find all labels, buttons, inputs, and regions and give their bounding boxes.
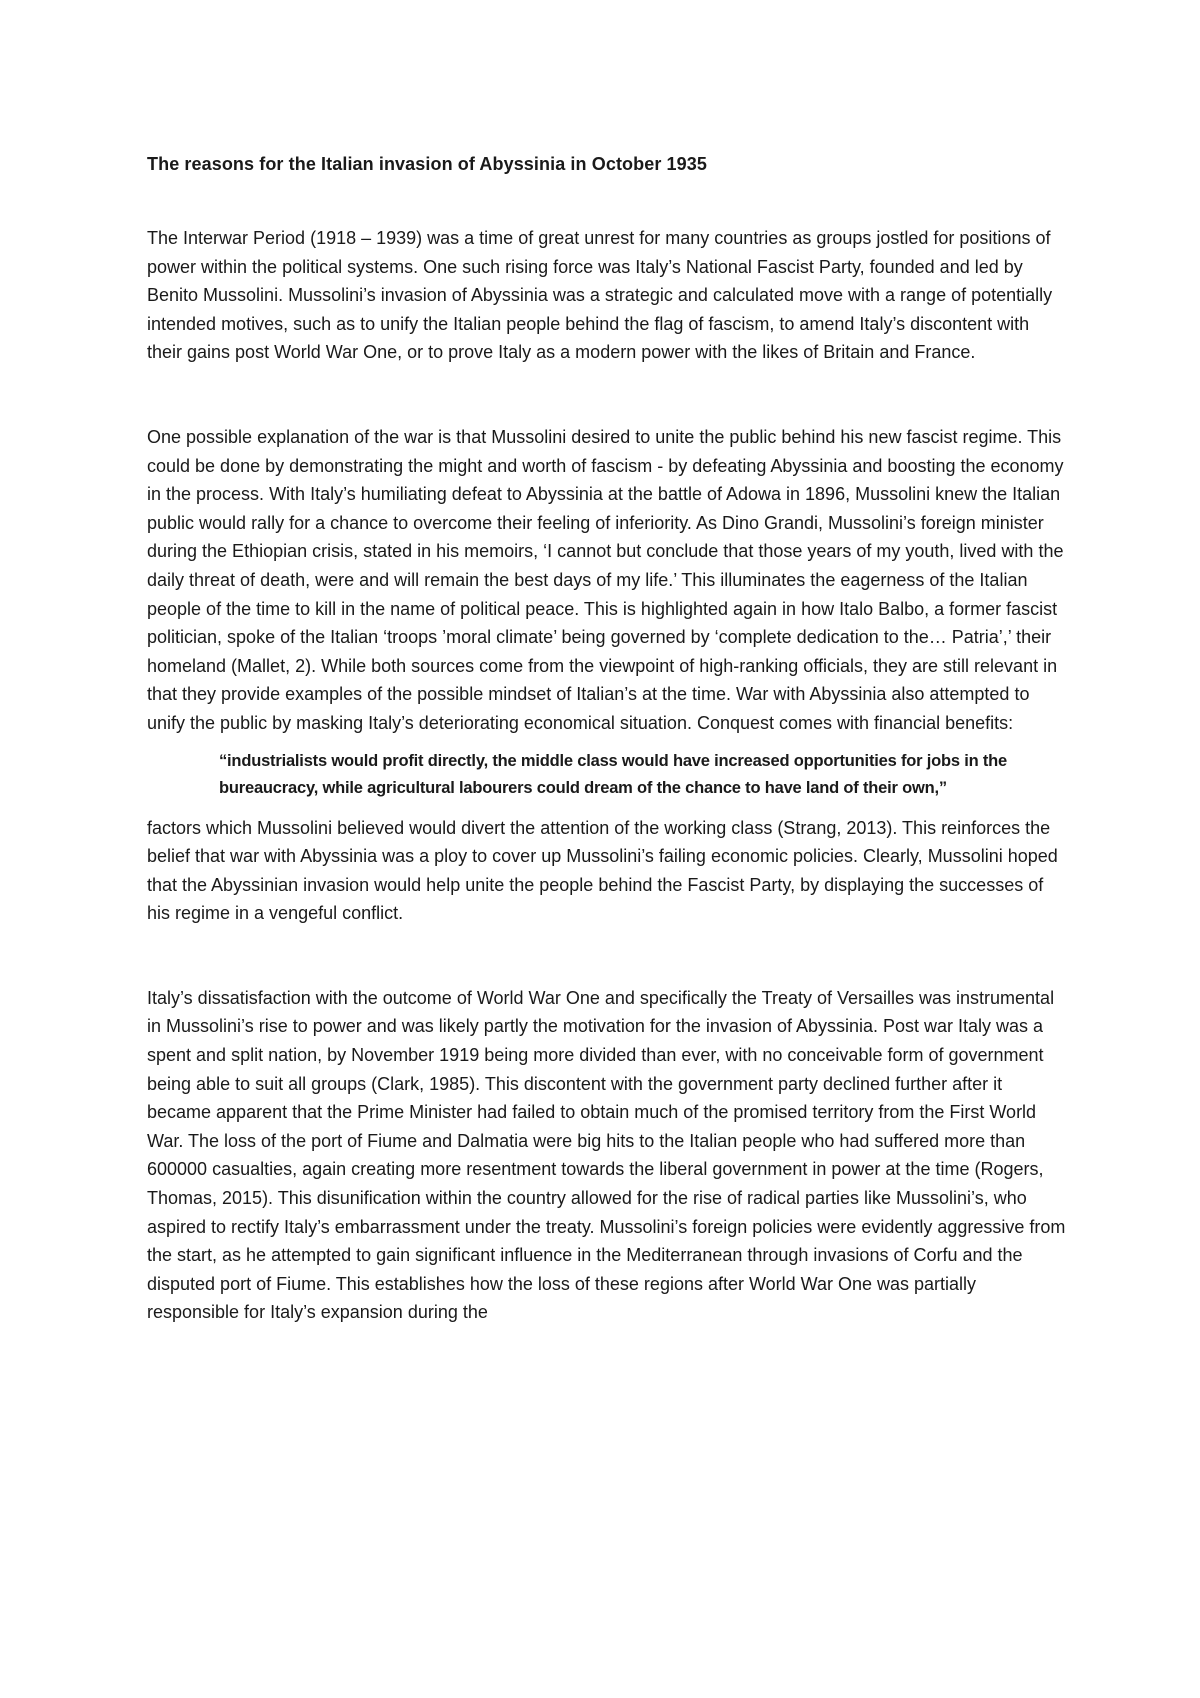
paragraph-unite-public: One possible explanation of the war is that Mussolini desired to unite the public behind his new fascist regime. This could be done by demonstrating the might and worth of fascism - by defeating Abyssinia and boosting the economy in the process. With Italy’s humiliating defeat to Abyssinia at the battle of Adowa in 1896, Mussolini knew the Italian public would rally for a chance to overcome their feeling of inferiority. As Dino Grandi, Mussolini’s foreign minister during the Ethiopian crisis, stated in his memoirs, ‘I cannot but conclude that those years of my youth, lived with the daily threat of death, were and will remain the best days of my life.’ This illuminates the eagerness of the Italian people of the time to kill in the name of political peace. This is highlighted again in how Italo Balbo, a former fascist politician, spoke of the Italian ‘troops ’moral climate’ being governed by ‘complete dedication to the… Patria’,’ their homeland (Mallet, 2). While both sources come from the viewpoint of high-ranking officials, they are still relevant in that they provide examples of the possible mindset of Italian’s at the time. War with Abyssinia also attempted to unify the public by masking Italy’s deteriorating economical situation. Conquest comes with financial benefits:: [147, 426, 1064, 733]
paragraph-intro: The Interwar Period (1918 – 1939) was a time of great unrest for many countries as groups jostled for positions of power within the political systems. One such rising force was Italy’s National Fascist Party, founded and led by Benito Mussolini. Mussolini’s invasion of Abyssinia was a strategic and calculated move with a range of potentially intended motives, such as to unify the Italian people behind the flag of fascism, to amend Italy’s discontent with their gains post World War One, or to prove Italy as a modern power with the likes of Britain and France.: [147, 228, 1053, 363]
paragraph-treaty-dissatisfaction: Italy’s dissatisfaction with the outcome of World War One and specifically the Treaty of Versailles was instrumental in Mussolini’s rise to power and was likely partly the motivation for the invasion of Abyssinia. Post war Italy was a spent and split nation, by November 1919 being more divided than ever, with no conceivable form of government being able to suit all groups (Clark, 1985). This discontent with the government party declined further after it became apparent that the Prime Minister had failed to obtain much of the promised territory from the First World War. The loss of the port of Fiume and Dalmatia were big hits to the Italian people who had suffered more than 600000 casualties, again creating more resentment towards the liberal government in power at the time (Rogers, Thomas, 2015). This disunification within the country allowed for the rise of radical parties like Mussolini’s, who aspired to rectify Italy’s embarrassment under the treaty. Mussolini’s foreign policies were evidently aggressive from the start, as he attempted to gain significant influence in the Mediterranean through invasions of Corfu and the disputed port of Fiume. This establishes how the loss of these regions after World War One was partially responsible for Italy’s expansion during the: [147, 987, 1066, 1323]
document-body: [147, 150, 1067, 1327]
block-quote: “industrialists would profit directly, the middle class would have increased opportunities for jobs in the bureaucracy, while agricultural labourers could dream of the chance to have land of their own,”: [219, 751, 1008, 797]
paragraph-conclusion-unity: factors which Mussolini believed would divert the attention of the working class (Strang, 2013). This reinforces the belief that war with Abyssinia was a ploy to cover up Mussolini’s failing economic policies. Clearly, Mussolini hoped that the Abyssinian invasion would help unite the people behind the Fascist Party, by displaying the successes of his regime in a vengeful conflict.: [147, 817, 1058, 924]
document-title: The reasons for the Italian invasion of Abyssinia in October 1935: [147, 154, 707, 174]
